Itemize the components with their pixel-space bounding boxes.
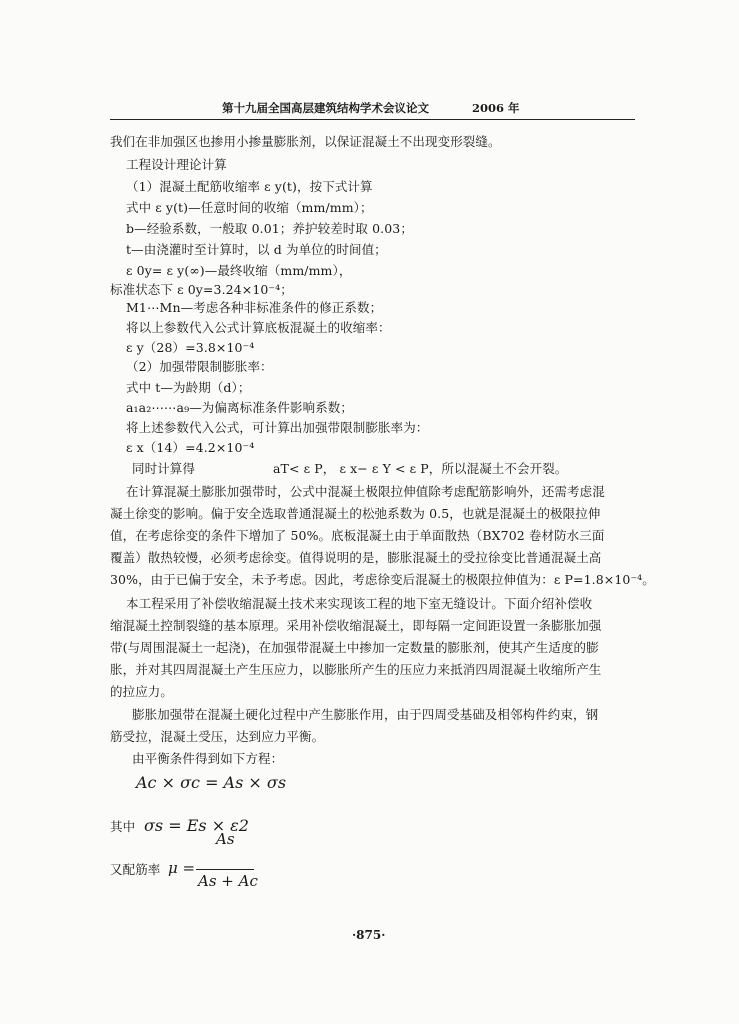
text-line: 将以上参数代入公式计算底板混凝土的收缩率：: [126, 320, 391, 335]
paragraph-line: 在计算混凝土膨胀加强带时，公式中混凝土极限拉伸值除考虑配筋影响外，还需考虑混: [126, 484, 605, 499]
paragraph-line: 筋受拉，混凝土受压，达到应力平衡。: [110, 729, 325, 744]
text-line: ε x（14）=4.2×10⁻⁴: [126, 440, 255, 455]
text-line: 将上述参数代入公式，可计算出加强带限制膨胀率为：: [126, 420, 429, 435]
header-title: 第十九届全国高层建筑结构学术会议论文: [222, 101, 429, 115]
running-header: [110, 100, 635, 118]
paragraph-line: 的拉应力。: [110, 684, 174, 699]
text-line: aT< ε P， ε x− ε Y < ε P，所以混凝土不会开裂。: [273, 461, 568, 476]
text-line: （1）混凝土配筋收缩率 ε y(t)，按下式计算: [126, 179, 373, 194]
text-line: a₁a₂⋯⋯a₉—为偏离标准条件影响系数；: [126, 400, 353, 415]
paragraph-line: 值，在考虑徐变的条件下增加了 50%。底板混凝土由于单面散热（BX702 卷材防水三面: [110, 528, 605, 543]
equation-label: 又配筋率: [110, 862, 161, 877]
equation-label: 其中: [110, 819, 136, 834]
page-number: ·875·: [352, 928, 386, 942]
header-rule: [110, 119, 635, 120]
header-year: 2006 年: [472, 101, 520, 115]
paragraph-line: 本工程采用了补偿收缩混凝土技术来实现该工程的地下室无缝设计。下面介绍补偿收: [126, 596, 593, 611]
text-line: 我们在非加强区也掺用小掺量膨胀剂，以保证混凝土不出现变形裂缝。: [110, 134, 501, 149]
text-line: t—由浇灌时至计算时，以 d 为单位的时间值；: [126, 242, 387, 257]
text-line: （2）加强带限制膨胀率：: [126, 359, 273, 374]
paragraph-line: 凝土徐变的影响。偏于安全选取普通混凝土的松弛系数为 0.5，也就是混凝土的极限拉伸: [110, 506, 601, 521]
ratio-numerator: As: [216, 830, 235, 848]
section-heading: 工程设计理论计算: [126, 157, 227, 172]
fraction-bar: [196, 869, 254, 870]
ratio-denominator: As + Ac: [198, 872, 258, 890]
paragraph-line: 膨胀加强带在混凝土硬化过程中产生膨胀作用，由于四周受基础及相邻构件约束，钢: [132, 707, 599, 722]
text-line: 式中 ε y(t)—任意时间的收缩（mm/mm）；: [126, 200, 373, 215]
paragraph-line: 带(与周围混凝土一起浇)，在加强带混凝土中掺加一定数量的膨胀剂，使其产生适度的膨: [110, 640, 599, 655]
text-line: ε y（28）=3.8×10⁻⁴: [126, 340, 255, 355]
equation-steel-stress: σs = Es × ε2: [144, 816, 249, 835]
text-line: M1⋯Mn—考虑各种非标准条件的修正系数；: [126, 300, 383, 315]
equation-equilibrium: Ac × σc = As × σs: [136, 773, 287, 792]
text-line: 同时计算得: [132, 461, 196, 476]
paragraph-line: 覆盖）散热较慢，必须考虑徐变。值得说明的是，膨胀混凝土的受拉徐变比普通混凝土高: [110, 550, 602, 565]
ratio-lhs: μ =: [168, 859, 196, 877]
paragraph-line: 30%，由于已偏于安全，未予考虑。因此，考虑徐变后混凝土的极限拉伸值为：ε P=1.8×10⁻⁴。: [110, 572, 655, 587]
paragraph-line: 缩混凝土控制裂缝的基本原理。采用补偿收缩混凝土，即每隔一定间距设置一条膨胀加强: [110, 618, 602, 633]
text-line: ε 0y= ε y(∞)—最终收缩（mm/mm），: [126, 263, 352, 278]
text-line: b—经验系数，一般取 0.01；养护较差时取 0.03；: [126, 221, 413, 236]
text-line: 式中 t—为龄期（d）；: [126, 380, 251, 395]
text-line: 标准状态下 ε 0y=3.24×10⁻⁴；: [110, 282, 293, 297]
paragraph-line: 由平衡条件得到如下方程：: [132, 751, 284, 766]
paragraph-line: 胀，并对其四周混凝土产生压应力，以膨胀所产生的压应力来抵消四周混凝土收缩所产生: [110, 662, 602, 677]
